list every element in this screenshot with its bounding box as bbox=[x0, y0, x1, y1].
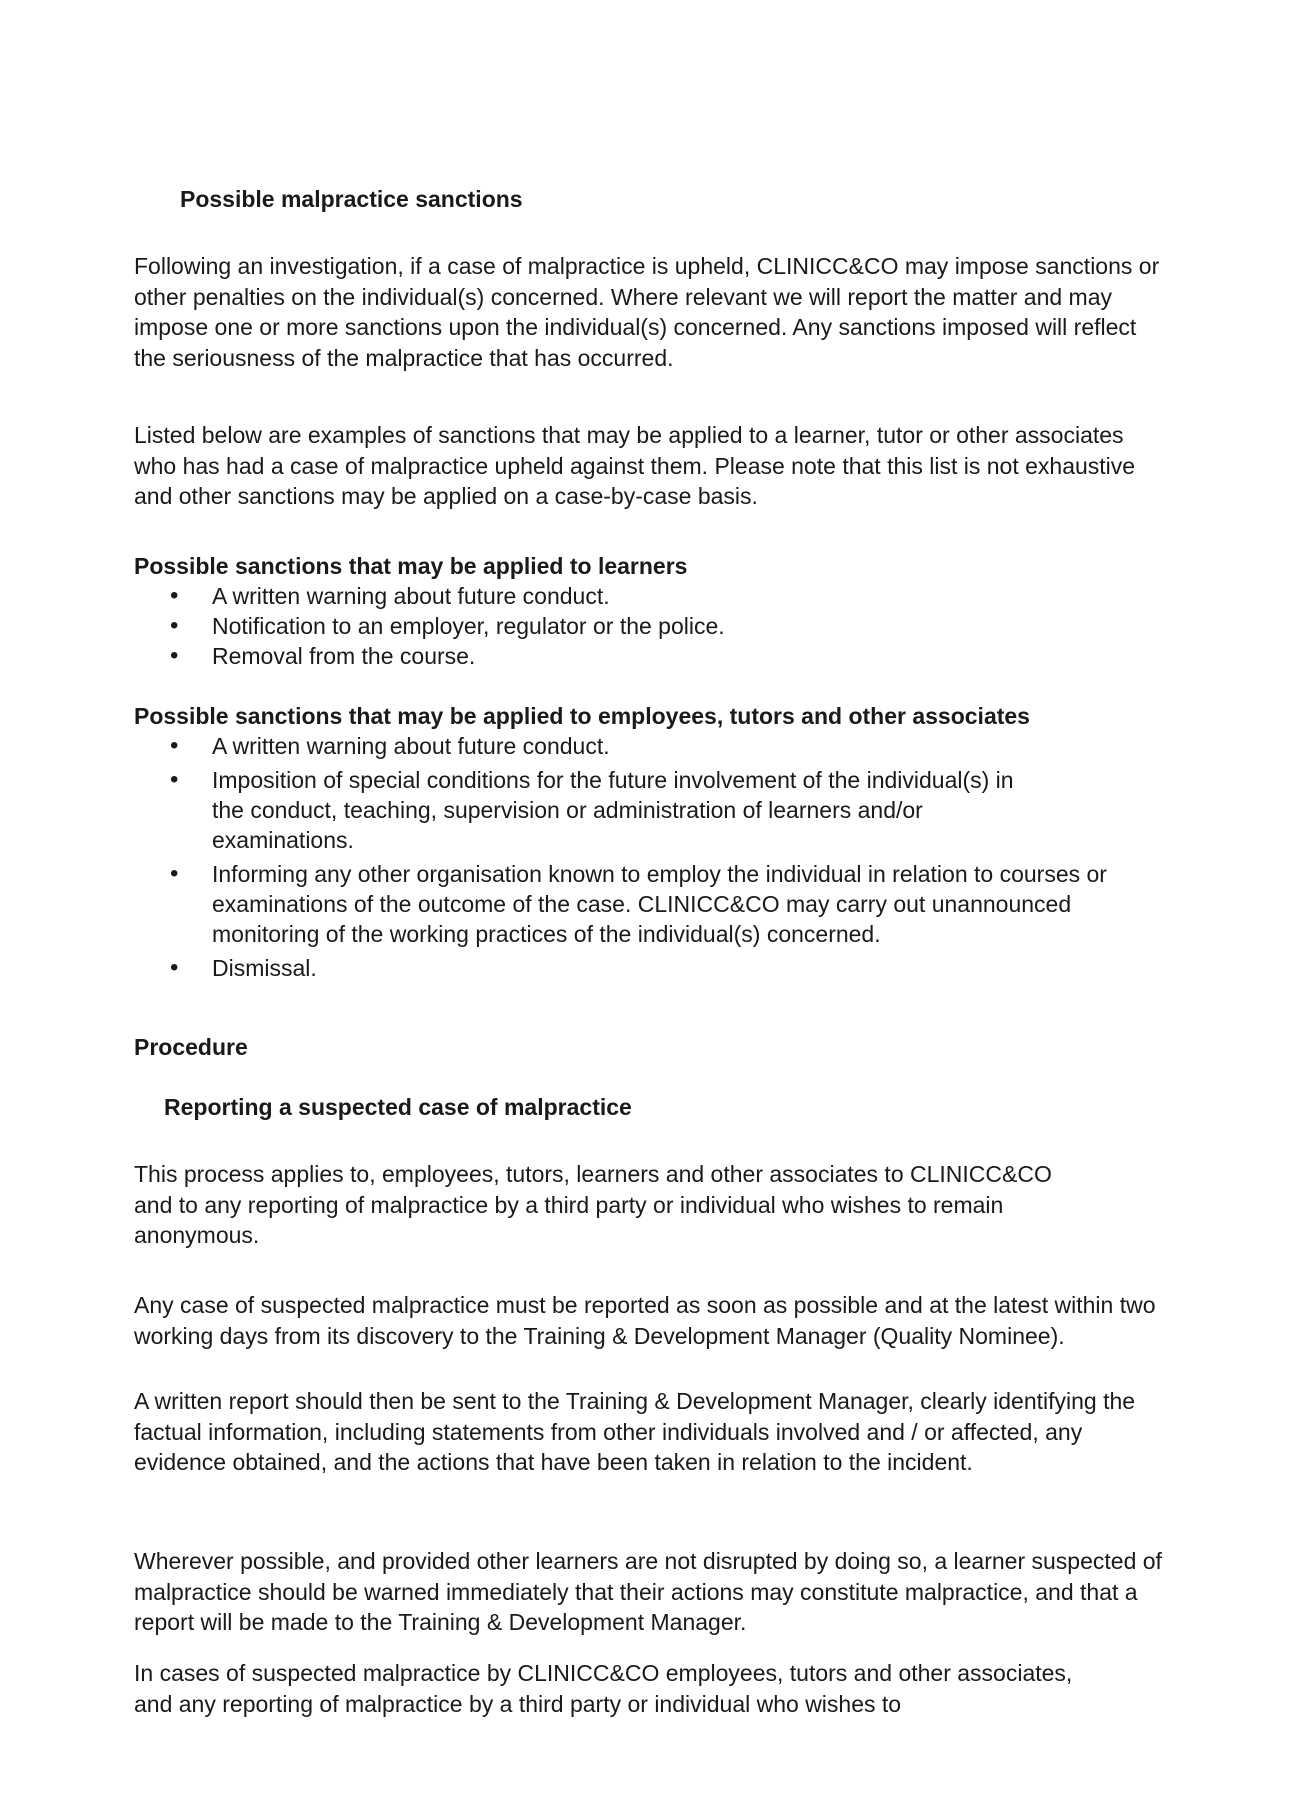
reporting-paragraph-2: Any case of suspected malpractice must be reported as soon as possible and at the latest within two working days from its discovery to the Training & Development Manager (Quality Nominee). bbox=[134, 1292, 1156, 1349]
list-item: • Notification to an employer, regulator or the police. bbox=[134, 611, 1184, 641]
list-item: • A written warning about future conduct. bbox=[134, 581, 1184, 611]
sanctions-title: Possible malpractice sanctions bbox=[180, 186, 523, 212]
reporting-heading: Reporting a suspected case of malpractice bbox=[164, 1094, 632, 1120]
reporting-paragraph-5: In cases of suspected malpractice by CLINICC&CO employees, tutors and other associates, and any reporting of malpractice by a third party or individual who wishes to bbox=[134, 1660, 1073, 1717]
list-item: • Imposition of special conditions for the future involvement of the individual(s) in the conduct, teaching, supervision or administration of learners and/or examinations. bbox=[134, 765, 1184, 855]
list-item: • A written warning about future conduct. bbox=[134, 731, 1184, 761]
learners-heading: Possible sanctions that may be applied to learners bbox=[134, 553, 688, 579]
list-intro-paragraph: Listed below are examples of sanctions that may be applied to a learner, tutor or other associates who has had a case of malpractice upheld against them. Please note that this list is not exhaustive and other sanctions may be applied on a case-by-case basis. bbox=[134, 422, 1136, 509]
employees-heading: Possible sanctions that may be applied to employees, tutors and other associates bbox=[134, 703, 1030, 729]
reporting-paragraph-3: A written report should then be sent to the Training & Development Manager, clearly identifying the factual information, including statements from other individuals involved and / or affected, any evidence obtained, and the actions that have been taken in relation to the incident. bbox=[134, 1388, 1136, 1475]
reporting-paragraph-1: This process applies to, employees, tutors, learners and other associates to CLINICC&CO and to any reporting of malpractice by a third party or individual who wishes to remain anonymous. bbox=[134, 1161, 1052, 1248]
list-item: • Removal from the course. bbox=[134, 641, 1184, 671]
list-item: • Dismissal. bbox=[134, 953, 1184, 983]
reporting-paragraph-4: Wherever possible, and provided other learners are not disrupted by doing so, a learner suspected of malpractice should be warned immediately that their actions may constitute malpractice, and that a report will be made to the Training & Development Manager. bbox=[134, 1548, 1162, 1635]
learners-sanctions-list bbox=[134, 581, 1184, 671]
intro-paragraph: Following an investigation, if a case of malpractice is upheld, CLINICC&CO may impose sanctions or other penalties on the individual(s) concerned. Where relevant we will report the matter and may impose one or more sanctions upon the individual(s) concerned. Any sanctions imposed will reflect the seriousness of the malpractice that has occurred. bbox=[134, 253, 1160, 371]
procedure-heading: Procedure bbox=[134, 1034, 248, 1060]
employees-sanctions-list bbox=[134, 731, 1184, 983]
list-item: • Informing any other organisation known to employ the individual in relation to courses or examinations of the outcome of the case. CLINICC&CO may carry out unannounced monitoring of the working practices of the individual(s) concerned. bbox=[134, 859, 1184, 949]
